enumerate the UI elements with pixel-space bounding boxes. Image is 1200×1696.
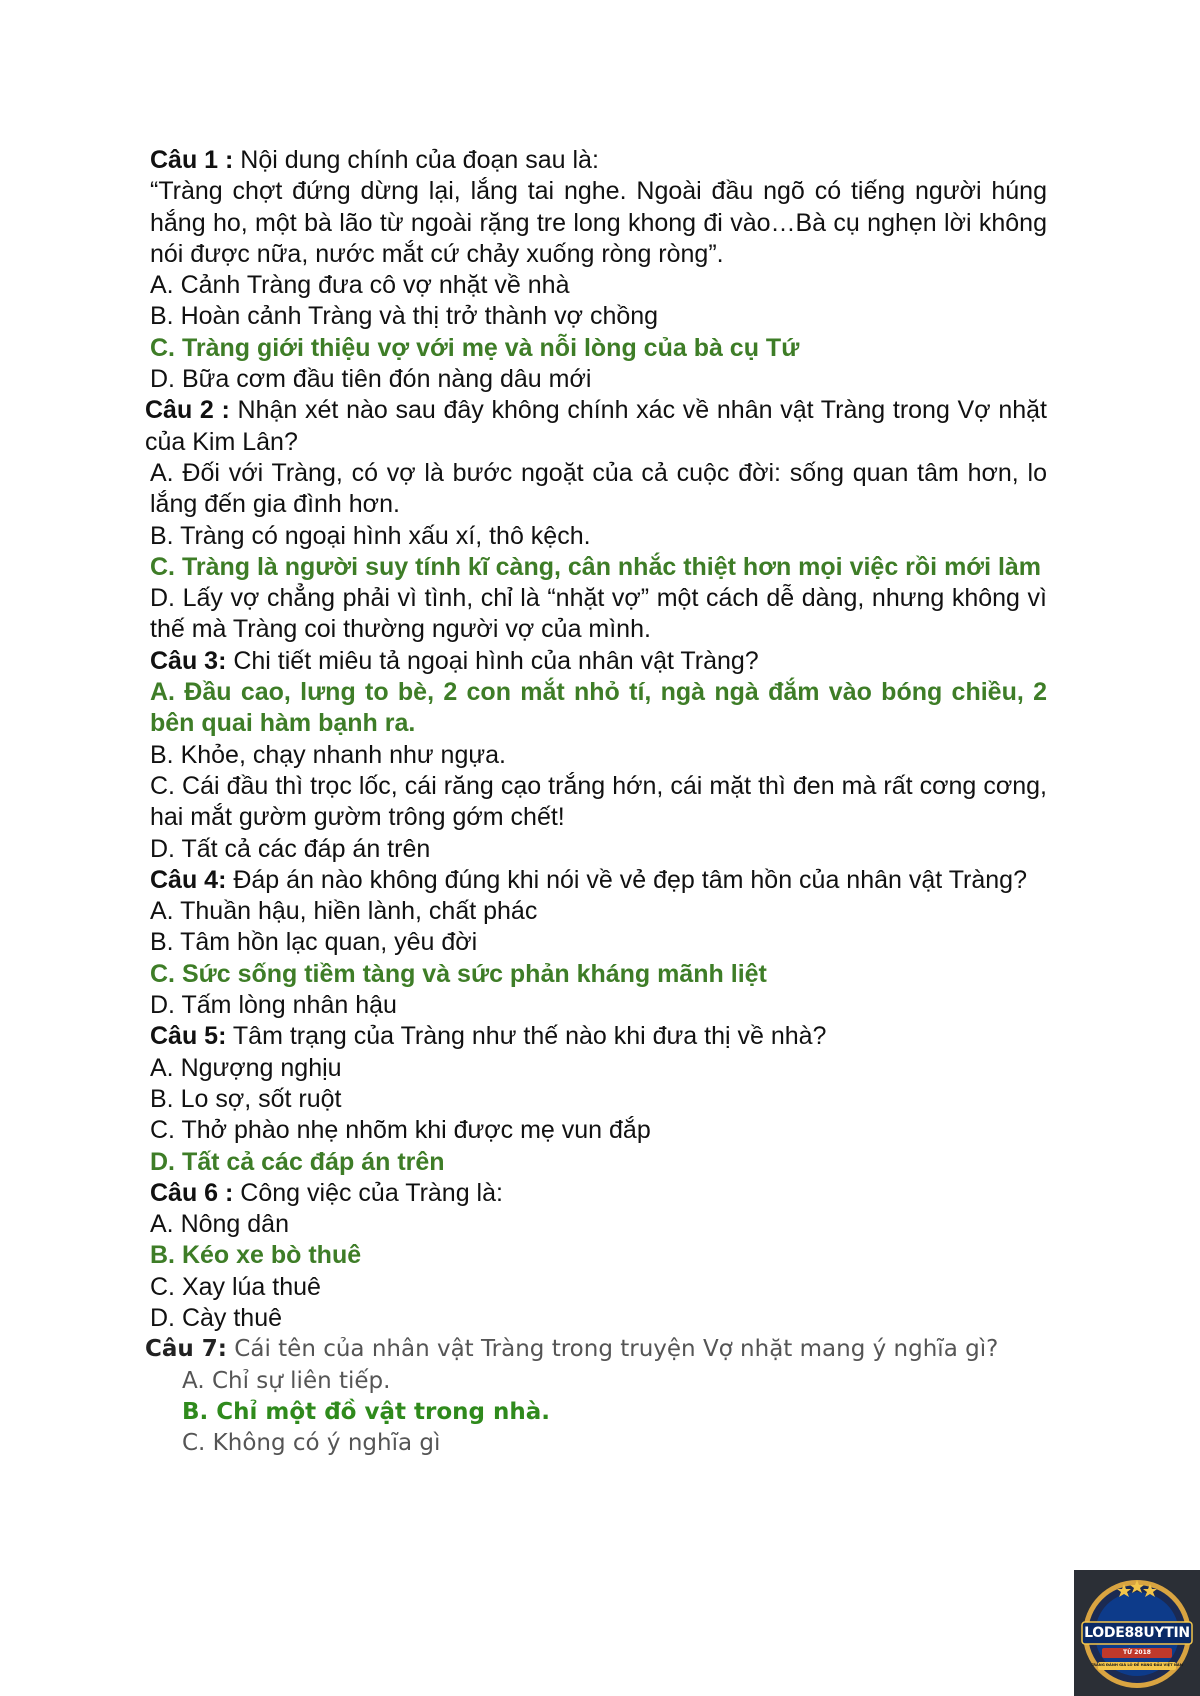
logo-brand-text: LODE88UYTIN [1084,1625,1190,1641]
option-1d: D. Bữa cơm đầu tiên đón nàng dâu mới [150,365,592,394]
question-text: Nhận xét nào sau đây không chính xác về nhân vật Tràng trong Vợ nhặt của Kim Lân? [145,396,1047,456]
option-6a: A. Nông dân [150,1210,289,1239]
question-5 [150,1021,1047,1052]
logo-tagline-text: TRANG ĐÁNH GIÁ LÔ ĐỀ HÀNG ĐẦU VIỆT NAM [1090,1663,1184,1667]
question-label: Câu 2 : [145,396,230,425]
option-7a: A. Chỉ sự liên tiếp. [182,1367,391,1394]
question-text: Công việc của Tràng là: [233,1178,503,1207]
option-4a: A. Thuần hậu, hiền lành, chất phác [150,897,538,926]
question-label: Câu 7: [145,1336,227,1363]
option-6c: C. Xay lúa thuê [150,1272,321,1301]
option-5b: B. Lo sợ, sốt ruột [150,1084,342,1113]
question-label: Câu 4: [150,865,227,894]
question-3 [150,646,1047,677]
option-2c-correct: C. Tràng là người suy tính kĩ càng, cân nhắc thiệt hơn mọi việc rồi mới làm [150,552,1042,581]
question-label: Câu 6 : [150,1178,234,1207]
question-4 [150,865,1047,896]
option-4b: B. Tâm hồn lạc quan, yêu đời [150,928,478,957]
lode88uytin-logo [1074,1570,1200,1696]
option-3c: C. Cái đầu thì trọc lốc, cái răng cạo trắng hớn, cái mặt thì đen mà rất cơng cơng, hai mắt gườm gườm trông gớm chết! [150,771,1047,832]
option-5a: A. Ngượng nghịu [150,1053,342,1082]
question-label: Câu 1 : [150,146,234,174]
question-label: Câu 5: [150,1022,227,1051]
question-6 [150,1178,1047,1209]
option-1a: A. Cảnh Tràng đưa cô vợ nhặt về nhà [150,271,570,300]
option-6d: D. Cày thuê [150,1303,283,1332]
option-2b: B. Tràng có ngoại hình xấu xí, thô kệch. [150,521,591,550]
option-7b-correct: B. Chỉ một đồ vật trong nhà. [182,1398,550,1425]
question-text: Nội dung chính của đoạn sau là: [233,146,599,174]
option-4d: D. Tấm lòng nhân hậu [150,991,397,1020]
option-2a: A. Đối với Tràng, có vợ là bước ngoặt của cả cuộc đời: sống quan tâm hơn, lo lắng đến gia đình hơn. [150,458,1047,519]
option-4c-correct: C. Sức sống tiềm tàng và sức phản kháng mãnh liệt [150,959,767,988]
option-5c: C. Thở phào nhẹ nhõm khi được mẹ vun đắp [150,1116,651,1145]
logo-sub-text: TỪ 2018 [1123,1649,1151,1656]
quiz-content [145,145,1047,1459]
option-1c-correct: C. Tràng giới thiệu vợ với mẹ và nỗi lòng của bà cụ Tứ [150,333,800,362]
question-text: Chi tiết miêu tả ngoại hình của nhân vật Tràng? [226,646,759,675]
option-3d: D. Tất cả các đáp án trên [150,834,431,863]
question-1 [150,145,1047,176]
question-2 [145,395,1047,458]
option-3a-correct: A. Đầu cao, lưng to bè, 2 con mắt nhỏ tí, ngà ngà đắm vào bóng chiều, 2 bên quai hàm bạnh ra. [150,678,1047,738]
question-text: Tâm trạng của Tràng như thế nào khi đưa thị về nhà? [226,1022,827,1051]
question-label: Câu 3: [150,646,227,675]
question-7 [145,1334,1047,1365]
question-text: Đáp án nào không đúng khi nói về vẻ đẹp tâm hồn của nhân vật Tràng? [226,865,1027,894]
option-2d: D. Lấy vợ chẳng phải vì tình, chỉ là “nhặt vợ” một cách dễ dàng, nhưng không vì thế mà Tràng coi thường người vợ của mình. [150,584,1047,644]
option-6b-correct: B. Kéo xe bò thuê [150,1241,362,1270]
option-7c: C. Không có ý nghĩa gì [182,1430,441,1457]
option-3b: B. Khỏe, chạy nhanh như ngựa. [150,740,506,769]
question-7-block [145,1334,1047,1459]
question-text: Cái tên của nhân vật Tràng trong truyện Vợ nhặt mang ý nghĩa gì? [226,1336,999,1363]
option-1b: B. Hoàn cảnh Tràng và thị trở thành vợ chồng [150,302,659,331]
option-5d-correct: D. Tất cả các đáp án trên [150,1147,445,1176]
question-1-passage: “Tràng chợt đứng dừng lại, lắng tai nghe. Ngoài đầu ngõ có tiếng người húng hắng ho, một bà lão từ ngoài rặng tre long khong đi vào…Bà cụ nghẹn lời không nói được nữa, nước mắt cứ chảy xuống ròng ròng”. [150,177,1047,268]
